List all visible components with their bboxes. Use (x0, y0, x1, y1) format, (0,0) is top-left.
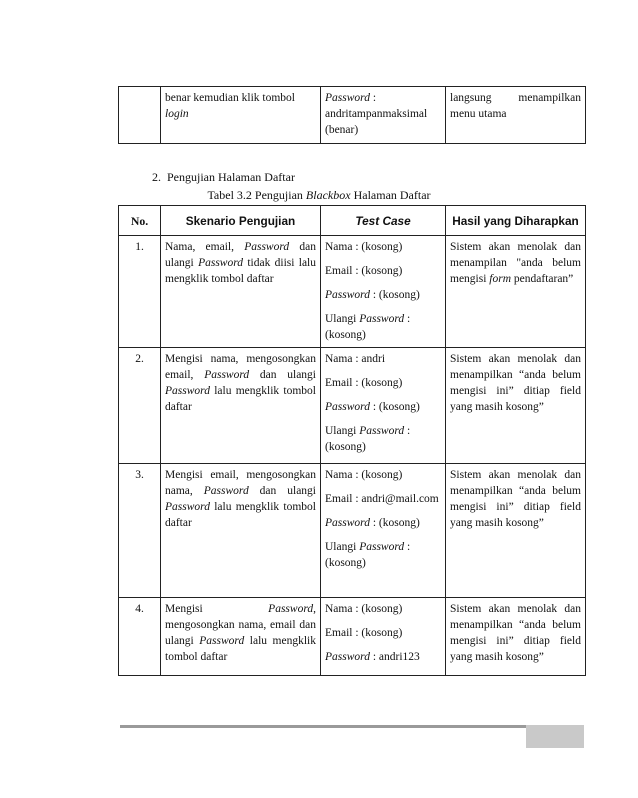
italic-text: Password (198, 257, 244, 269)
test-case-line (325, 423, 441, 455)
cell-scenario (161, 464, 321, 598)
text-run: Nama : (kosong) (325, 241, 403, 253)
cell-scenario (161, 348, 321, 464)
test-case-line (325, 239, 441, 255)
cell-test-case (321, 236, 446, 348)
test-case-line (325, 287, 441, 303)
test-case-line (325, 351, 441, 367)
text-run: lalu mengklik tombol daftar (165, 385, 316, 413)
continued-testcase-label: Password (325, 92, 370, 104)
cell-no: 1. (119, 236, 161, 348)
test-case-line (325, 491, 441, 507)
test-case-line (325, 311, 441, 343)
continued-table (118, 86, 586, 144)
continued-scenario-line2: login (165, 108, 189, 120)
continued-cell-scenario (161, 87, 321, 144)
continued-expected-line1: langsung menampilkan (450, 92, 581, 104)
blackbox-test-table (118, 205, 586, 676)
text-run: Mengisi nama, mengosongkan email, (165, 353, 316, 381)
italic-text: form (489, 273, 512, 285)
text-run: : (kosong) (325, 425, 411, 453)
cell-expected (446, 236, 586, 348)
table-row (119, 598, 586, 676)
continued-testcase-colon: : (369, 92, 377, 104)
italic-text: Password (199, 635, 245, 647)
text-run: Ulangi (325, 541, 360, 553)
table-row (119, 348, 586, 464)
cell-scenario (161, 236, 321, 348)
test-case-line (325, 539, 441, 571)
text-run: : (kosong) (369, 289, 420, 301)
text-run: Ulangi (325, 313, 360, 325)
cell-expected (446, 348, 586, 464)
text-run: Nama : (kosong) (325, 603, 403, 615)
section-heading (152, 170, 295, 185)
cell-no: 4. (119, 598, 161, 676)
continued-scenario-line1: benar kemudian klik tombol (165, 92, 295, 104)
header-no: No. (119, 206, 161, 236)
continued-table-row (119, 87, 586, 144)
italic-text: Password (244, 241, 290, 253)
text-run: Nama : (kosong) (325, 469, 403, 481)
caption-suffix: Halaman Daftar (350, 188, 431, 202)
continued-cell-no (119, 87, 161, 144)
text-run: Email : (kosong) (325, 265, 403, 277)
text-run: : (kosong) (325, 313, 411, 341)
text-run: Sistem akan menolak dan menampilkan “anda belum mengisi ini” ditiap field yang masih kosong” (450, 353, 581, 413)
text-run: Nama : andri (325, 353, 386, 365)
text-run: : (kosong) (325, 541, 411, 569)
footer-divider (120, 725, 548, 728)
italic-text: Password (165, 501, 210, 513)
italic-text: Password (325, 289, 370, 301)
text-run: : (kosong) (369, 517, 420, 529)
cell-test-case (321, 464, 446, 598)
table-row (119, 464, 586, 598)
test-case-line (325, 625, 441, 641)
header-expected: Hasil yang Diharapkan (446, 206, 586, 236)
cell-expected (446, 464, 586, 598)
italic-text: Password (325, 651, 370, 663)
continued-testcase-note: (benar) (325, 124, 359, 136)
test-case-line (325, 375, 441, 391)
italic-text: Password (359, 425, 405, 437)
cell-scenario (161, 598, 321, 676)
cell-no: 2. (119, 348, 161, 464)
test-case-line (325, 649, 441, 665)
test-case-line (325, 467, 441, 483)
cell-test-case (321, 598, 446, 676)
table-header-row (119, 206, 586, 236)
italic-text: Password (325, 401, 370, 413)
italic-text: Password (268, 603, 314, 615)
cell-no: 3. (119, 464, 161, 598)
section-title: Pengujian Halaman Daftar (167, 170, 295, 184)
continued-cell-testcase (321, 87, 446, 144)
header-test-case: Test Case (321, 206, 446, 236)
text-run: Mengisi (165, 603, 269, 615)
text-run: Sistem akan menolak dan menampilkan “anda belum mengisi ini” ditiap field yang masih kosong” (450, 603, 581, 663)
text-run: dan ulangi (165, 241, 316, 269)
header-scenario: Skenario Pengujian (161, 206, 321, 236)
text-run: lalu mengklik tombol daftar (165, 635, 316, 663)
text-run: Email : andri@mail.com (325, 493, 439, 505)
text-run: Email : (kosong) (325, 377, 403, 389)
italic-text: Password (359, 313, 405, 325)
text-run: dan ulangi (249, 369, 316, 381)
text-run: lalu mengklik tombol daftar (165, 501, 316, 529)
table-row (119, 236, 586, 348)
italic-text: Password (165, 385, 210, 397)
italic-text: Password (325, 517, 370, 529)
caption-emph: Blackbox (305, 188, 351, 202)
italic-text: Password (203, 485, 249, 497)
text-run: Email : (kosong) (325, 627, 403, 639)
test-case-line (325, 263, 441, 279)
text-run: : (kosong) (369, 401, 420, 413)
continued-cell-expected (446, 87, 586, 144)
text-run: : andri123 (369, 651, 420, 663)
text-run: tidak diisi lalu mengklik tombol daftar (165, 257, 316, 285)
test-case-line (325, 515, 441, 531)
cell-expected (446, 598, 586, 676)
text-run: Mengisi email, mengosongkan nama, (165, 469, 316, 497)
cell-test-case (321, 348, 446, 464)
table-body (119, 236, 586, 676)
table-caption (0, 188, 638, 203)
continued-testcase-value: andritampanmaksimal (325, 108, 428, 120)
text-run: Nama, email, (165, 241, 245, 253)
text-run: Sistem akan menolak dan menampilkan “anda belum mengisi ini” ditiap field yang masih kosong” (450, 469, 581, 529)
test-case-line (325, 399, 441, 415)
caption-prefix: Tabel 3.2 Pengujian (207, 188, 306, 202)
section-number: 2. (152, 170, 161, 184)
text-run: pendaftaran” (511, 273, 574, 285)
text-run: Sistem akan menolak dan menampilan "anda belum mengisi (450, 241, 581, 285)
page-number-box (526, 725, 584, 748)
continued-expected-line2: menu utama (450, 108, 507, 120)
text-run: Ulangi (325, 425, 360, 437)
test-case-line (325, 601, 441, 617)
text-run: dan ulangi (248, 485, 316, 497)
italic-text: Password (204, 369, 250, 381)
text-run: , mengosongkan nama, email dan ulangi (165, 603, 316, 647)
italic-text: Password (359, 541, 405, 553)
